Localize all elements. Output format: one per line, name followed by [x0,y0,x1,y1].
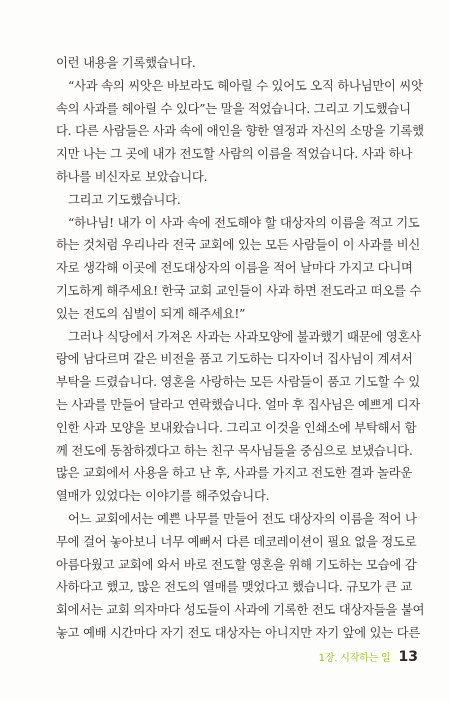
text-line: 랑에 남다르며 같은 비전을 품고 기도하는 디자이너 집사님이 계셔서 [56,352,413,367]
paragraph [56,75,424,189]
text-line: 아름다웠고 교회에 와서 바로 전도할 영혼을 위해 기도하는 모습에 감 [56,557,417,572]
page-number: 13 [398,649,418,665]
paragraph [56,189,418,212]
text-line: 어느 교회에서는 예쁜 나무를 만들어 전도 대상자의 이름을 적어 나 [68,511,417,526]
text-line: 회에서는 교회 의자마다 성도들이 사과에 기록한 전도 대상자들을 붙여 [56,603,425,618]
text-line: 하나를 비신자로 보았습니다. [56,169,208,184]
text-line: 는 사과를 만들어 달라고 연락했습니다. 얼마 후 집사님은 예쁘게 디자 [56,397,421,412]
paragraph [56,52,418,75]
text-line: 그러나 식당에서 가져온 사과는 사과모양에 불과했기 때문에 영혼사 [68,329,421,344]
text-line: 그리고 기도했습니다. [68,192,181,207]
text-line: 자로 생각해 이곳에 전도대상자의 이름을 적어 날마다 가지고 다니며 [56,261,413,276]
text-line: 하는 것처럼 우리나라 전국 교회에 있는 모든 사람들이 이 사과를 비신 [56,238,421,253]
text-line: 지만 나는 그 곳에 내가 전도할 사람의 이름을 적었습니다. 사과 하나 [56,147,413,162]
text-line: 많은 교회에서 사용을 하고 난 후, 사과를 가지고 전도한 결과 놀라운 [56,466,413,481]
text-line: 놓고 예배 시간마다 자기 전도 대상자는 아니지만 자기 앞에 있는 다른 [56,625,421,640]
text-line: 께 전도에 동참하겠다고 하는 친구 목사님들을 중심으로 보냈습니다. [56,443,413,458]
page-footer [319,649,418,665]
text-line: 사하다고 했고, 많은 전도의 열매를 맺었다고 했습니다. 규모가 큰 교 [56,580,413,595]
text-line: 인한 사과 모양을 보내왔습니다. 그리고 이것을 인쇄소에 부탁해서 함 [56,420,417,435]
text-line: 무에 걸어 놓아보니 너무 예뻐서 다른 데코레이션이 필요 없을 정도로 [56,534,417,549]
text-line: 속의 사과를 헤아릴 수 있다”는 말을 적었습니다. 그리고 기도했습니 [56,101,411,116]
paragraph [56,326,421,508]
text-line: 열매가 있었다는 이야기를 해주었습니다. [56,489,270,504]
chapter-label: 1장. 시작하는 일 [318,653,391,664]
text-line: 부탁을 드렸습니다. 영혼을 사랑하는 모든 사람들이 품고 기도할 수 있 [56,375,421,390]
text-line: “하나님! 내가 이 사과 속에 전도해야 할 대상자의 이름을 적고 기도 [68,215,420,230]
text-line: 있는 전도의 심벌이 되게 해주세요!” [56,306,246,321]
text-line: 기도하게 해주세요! 한국 교회 교인들이 사과 하면 전도라고 떠오를 수 [56,283,422,298]
paragraph [56,508,425,645]
text-line: 이런 내용을 기록했습니다. [56,56,196,70]
paragraph [56,212,422,326]
body-text [56,52,425,645]
text-line: “사과 속의 씨앗은 바보라도 헤아릴 수 있어도 오직 하나님만이 씨앗 [68,78,423,93]
text-line: 다. 다른 사람들은 사과 속에 애인을 향한 열정과 자신의 소망을 기록했 [56,124,424,139]
